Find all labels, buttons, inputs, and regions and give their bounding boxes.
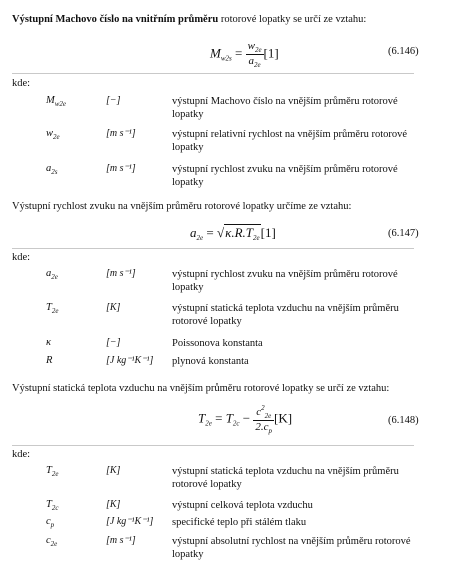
description-1-1: výstupní Machovo číslo na vnějším průměru rotorové lopatky bbox=[172, 96, 398, 120]
eq2-lhs-sub: 2e bbox=[196, 234, 204, 242]
eq3-lhs-sub: 2e bbox=[205, 419, 212, 428]
description-2-3: Poissonova konstanta bbox=[172, 338, 263, 349]
equation-number-6-148: (6.148) bbox=[388, 415, 419, 426]
eq1-num-sub: 2e bbox=[254, 46, 262, 54]
eq2-unit: [1] bbox=[260, 225, 276, 240]
symbol-3-4: $c_{2e}$ bbox=[46, 535, 58, 548]
unit-2-3: [−] bbox=[106, 337, 121, 348]
symbol-3-1: $T_{2e}$ bbox=[46, 465, 59, 478]
unit-3-3: [J kg⁻¹K⁻¹] bbox=[106, 516, 154, 527]
intro-paragraph-2: Výstupní rychlost zvuku na vnějším průměru rotorové lopatky určíme ze vztahu: bbox=[12, 201, 352, 212]
divider bbox=[12, 73, 414, 74]
symbol-1-2: $w_{2e}$ bbox=[46, 128, 60, 141]
equation-6-148 bbox=[198, 404, 292, 435]
eq1-unit: [1] bbox=[263, 45, 279, 61]
eq1-lhs-sub: w2s bbox=[220, 54, 232, 63]
divider bbox=[12, 248, 414, 249]
eq2-radicand: $\kappa.R.T_{2e}$ bbox=[225, 225, 260, 242]
eq1-lhs: M bbox=[210, 45, 221, 61]
symbol-2-1: $a_{2e}$ bbox=[46, 268, 58, 281]
eq1-den-sub: 2e bbox=[254, 61, 261, 69]
description-2-1: výstupní rychlost zvuku na vnějším průměru rotorové lopatky bbox=[172, 269, 398, 293]
eq3-fraction: $\frac{c^2_{2e}}{2.c_p}$ bbox=[255, 404, 273, 435]
description-3-1: výstupní statická teplota vzduchu na vnějším průměru rotorové lopatky bbox=[172, 466, 399, 490]
intro-1-bold: Výstupní Machovo číslo na vnitřním průměru bbox=[12, 14, 219, 25]
intro-paragraph-3: Výstupní statická teplota vzduchu na vnějším průměru rotorové lopatky se určí ze vztahu: bbox=[12, 383, 390, 394]
symbol-1-3: $a_{2s}$ bbox=[46, 163, 58, 176]
unit-3-4: [m s⁻¹] bbox=[106, 535, 136, 546]
where-label-1: kde: bbox=[12, 78, 31, 89]
unit-2-1: [m s⁻¹] bbox=[106, 268, 136, 279]
eq3-unit: [K] bbox=[274, 410, 293, 426]
intro-1-rest: rotorové lopatky se určí ze vztahu: bbox=[218, 14, 367, 25]
description-3-2: výstupní celková teplota vzduchu bbox=[172, 500, 313, 511]
equation-number-6-146: (6.146) bbox=[388, 46, 419, 57]
eq3-minus: − bbox=[242, 410, 251, 426]
symbol-3-2: $T_{2c}$ bbox=[46, 499, 59, 512]
description-2-2: výstupní statická teplota vzduchu na vnějším průměru rotorové lopatky bbox=[172, 303, 399, 327]
equation-6-146 bbox=[210, 40, 279, 69]
description-3-4: výstupní absolutní rychlost na vnějším průměru rotorové lopatky bbox=[172, 536, 411, 560]
equation-6-147 bbox=[190, 225, 276, 242]
eq3-equals: = bbox=[215, 410, 223, 426]
description-2-4: plynová konstanta bbox=[172, 356, 249, 367]
unit-3-2: [K] bbox=[106, 499, 121, 510]
eq1-equals: = bbox=[235, 45, 243, 61]
unit-3-1: [K] bbox=[106, 465, 121, 476]
eq1-num: w bbox=[247, 40, 255, 52]
symbol-2-2: $T_{2e}$ bbox=[46, 302, 59, 315]
eq1-fraction bbox=[246, 40, 264, 69]
eq3-t2-sub: 2c bbox=[232, 419, 240, 428]
description-1-2: výstupní relativní rychlost na vnějším průměru rotorové lopatky bbox=[172, 129, 408, 153]
where-label-2: kde: bbox=[12, 252, 31, 263]
equation-number-6-147: (6.147) bbox=[388, 228, 419, 239]
where-label-3: kde: bbox=[12, 449, 31, 460]
eq2-equals: = bbox=[206, 225, 214, 240]
symbol-3-3: $c_p$ bbox=[46, 516, 55, 529]
symbol-2-4: R bbox=[46, 355, 53, 366]
divider bbox=[12, 445, 414, 446]
description-3-3: specifické teplo při stálém tlaku bbox=[172, 517, 307, 528]
symbol-2-3: κ bbox=[46, 337, 52, 348]
eq2-lhs: a bbox=[190, 225, 197, 240]
eq3-t2: T bbox=[225, 410, 233, 426]
unit-2-4: [J kg⁻¹K⁻¹] bbox=[106, 355, 154, 366]
description-1-3: výstupní rychlost zvuku na vnějším průměru rotorové lopatky bbox=[172, 164, 398, 188]
unit-1-2: [m s⁻¹] bbox=[106, 128, 136, 139]
eq3-lhs: T bbox=[198, 410, 206, 426]
unit-2-2: [K] bbox=[106, 302, 121, 313]
unit-1-1: [−] bbox=[106, 95, 121, 106]
symbol-1-1: $M_{w2e}$ bbox=[46, 95, 67, 108]
eq1-den: a bbox=[248, 55, 255, 67]
unit-1-3: [m s⁻¹] bbox=[106, 163, 136, 174]
eq2-sqrt-symbol: √ bbox=[216, 225, 225, 240]
intro-paragraph-1 bbox=[12, 14, 366, 25]
